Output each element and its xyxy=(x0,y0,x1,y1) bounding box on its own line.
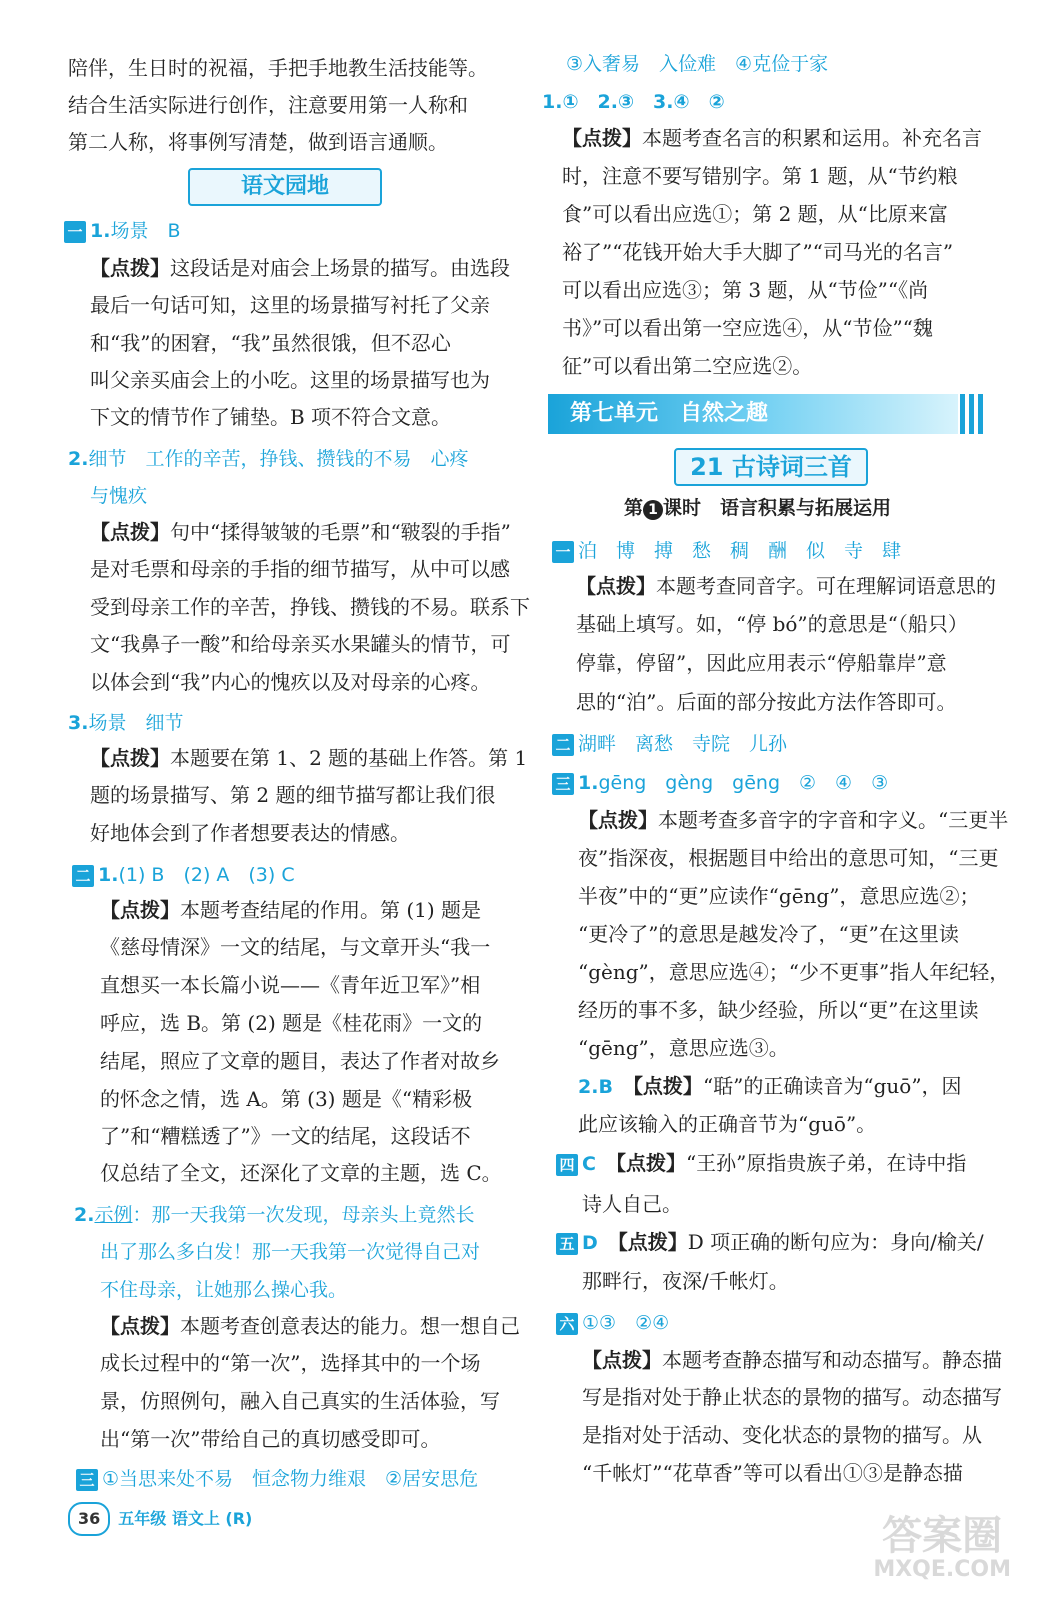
top-tip-line: 时，注意不要写错别字。第 1 题，从“节约粮 xyxy=(562,164,958,188)
q3-answer: 场景 细节 xyxy=(88,712,184,734)
r6-answer: ①③ ②④ xyxy=(582,1312,670,1334)
s2q2-answer-row: 2.示例：那一天我第一次发现，母亲头上竟然长 xyxy=(74,1204,475,1226)
q1-tip-line: 叫父亲买庙会上的小吃。这里的场景描写也为 xyxy=(90,368,490,392)
s2-answer: (1) B (2) A (3) C xyxy=(118,864,295,886)
q3-tip-line: 好地体会到了作者想要表达的情感。 xyxy=(90,821,410,845)
r3q2-answer: B xyxy=(598,1076,613,1098)
r1-tip-line: 【点拨】本题考查同音字。可在理解词语意思的 xyxy=(576,574,996,598)
q1-answer-row xyxy=(64,218,181,243)
q2-answer-cont: 与愧疚 xyxy=(90,485,148,507)
unit-banner: 第七单元 自然之趣 xyxy=(548,394,958,434)
s2-tip-line: 呼应，选 B。第 (2) 题是《桂花雨》一文的 xyxy=(100,1011,483,1035)
r4-tip-line: 诗人自己。 xyxy=(582,1192,682,1216)
r3q2-tip-line: 此应该输入的正确音节为“guō”。 xyxy=(578,1112,877,1136)
r3-tip-line: 经历的事不多，缺少经验，所以“更”在这里读 xyxy=(578,998,979,1022)
s3-answer-row: 三 ①当思来处不易 恒念物力维艰 ②居安思危 xyxy=(76,1466,478,1491)
q2-tip-line: 【点拨】句中“揉得皱皱的毛票”和“皲裂的手指” xyxy=(90,520,511,544)
s2q2-answer-cont: 不住母亲，让她那么操心我。 xyxy=(100,1279,348,1301)
q2-tip-line: 是对毛票和母亲的手指的细节描写，从中可以感 xyxy=(90,557,510,581)
top-tip-line: 裕了”“花钱开始大手大脚了”“司马光的名言” xyxy=(562,240,954,264)
r6-row: 六 ①③ ②④ xyxy=(556,1310,669,1335)
q1-tip-line: 【点拨】这段话是对庙会上场景的描写。由选段 xyxy=(90,256,510,280)
q3-tip-line: 题的场景描写、第 2 题的细节描写都让我们很 xyxy=(90,783,496,807)
r3q2-row: 2.B 【点拨】“聒”的正确读音为“guō”，因 xyxy=(578,1074,962,1098)
s2q2-answer-cont: 出了那么多白发！那一天我第一次觉得自己对 xyxy=(100,1241,481,1263)
top-tip-line: 征”可以看出第二空应选②。 xyxy=(562,354,813,378)
r4-row: 四 C 【点拨】“王孙”原指贵族子弟，在诗中指 xyxy=(556,1151,966,1176)
intro-line: 陪伴，生日时的祝福，手把手地教生活技能等。 xyxy=(68,56,488,80)
tip-tag: 【点拨】 xyxy=(90,256,170,280)
r6-tip-line: “千帐灯”“花草香”等可以看出①③是静态描 xyxy=(582,1461,963,1485)
r2-answer-row: 二 湖畔 离愁 寺院 儿孙 xyxy=(552,731,787,756)
lesson-subtitle: 第 1 课时 语言积累与拓展运用 xyxy=(624,497,892,519)
q1-label: 1. xyxy=(90,220,111,242)
page-number: 36 xyxy=(68,1502,110,1536)
r1-answer-row: 一 泊 博 搏 愁 稠 酬 似 寺 肆 xyxy=(552,538,901,563)
q3-tip-line: 【点拨】本题要在第 1、2 题的基础上作答。第 1 xyxy=(90,746,528,770)
r5-row: 五 D 【点拨】D 项正确的断句应为：身向/榆关/ xyxy=(556,1230,984,1255)
r1-tip-line: 停靠，停留”，因此应用表示“停船靠岸”意 xyxy=(576,651,947,675)
footer-book-title: 五年级 语文上 (R) xyxy=(118,1509,253,1528)
r1-answer: 泊 博 搏 愁 稠 酬 似 寺 肆 xyxy=(578,540,902,562)
r6-tip-line: 【点拨】本题考查静态描写和动态描写。静态描 xyxy=(582,1348,1002,1372)
q3-answer-row: 3.场景 细节 xyxy=(68,712,184,734)
s2-tip-line: 《慈母情深》一文的结尾，与文章开头“我一 xyxy=(100,935,491,959)
top-tip-line: 可以看出应选③；第 3 题，从“节俭”“《尚 xyxy=(562,278,929,302)
r3-tip-line: 【点拨】本题考查多音字的字音和字义。“三更半 xyxy=(578,808,1009,832)
r3-tip-line: 夜”指深夜，根据题目中给出的意思可知，“三更 xyxy=(578,846,999,870)
r3-tip-line: “gēng”，意思应选③。 xyxy=(578,1036,789,1060)
r3-answer-row: 三 1.gēng gèng gēng ② ④ ③ xyxy=(552,770,888,795)
r6-tip-line: 写是指对处于静止状态的景物的描写。动态描写 xyxy=(582,1385,1002,1409)
r3-answer: gēng gèng gēng ② ④ ③ xyxy=(598,772,889,794)
q2-answer: 细节 工作的辛苦，挣钱、攒钱的不易 心疼 xyxy=(88,448,469,470)
s2q2-tip-line: 【点拨】本题考查创意表达的能力。想一想自己 xyxy=(100,1314,520,1338)
lesson-title: 21 古诗词三首 xyxy=(674,448,868,486)
s3-answer: ①当思来处不易 恒念物力维艰 ②居安思危 xyxy=(102,1468,479,1490)
r2-answer: 湖畔 离愁 寺院 儿孙 xyxy=(578,733,788,755)
example-label: 示例 xyxy=(94,1204,133,1226)
r6-tip-line: 是指对处于活动、变化状态的景物的描写。从 xyxy=(582,1423,982,1447)
s2-tip-line: 结尾，照应了文章的题目，表达了作者对故乡 xyxy=(100,1049,500,1073)
q2-answer-row: 2.细节 工作的辛苦，挣钱、攒钱的不易 心疼 xyxy=(68,448,469,470)
s2q2-tip-line: 成长过程中的“第一次”，选择其中的一个场 xyxy=(100,1351,481,1375)
r5-answer: D xyxy=(582,1232,598,1254)
r3-tip-line: “gèng”，意思应选④；“少不更事”指人年纪轻， xyxy=(578,960,1010,984)
q1-tip-line: 和“我”的困窘，“我”虽然很饿，但不忍心 xyxy=(90,331,451,355)
s2q2-tip-line: 景，仿照例句，融入自己真实的生活体验，写 xyxy=(100,1389,500,1413)
section-title-yuwen-yuandi: 语文园地 xyxy=(188,168,382,206)
unit-banner-stripes xyxy=(956,394,983,434)
page-footer xyxy=(68,1502,252,1532)
intro-line: 第二人称，将事例写清楚，做到语言通顺。 xyxy=(68,130,448,154)
section-number-badge: 一 xyxy=(64,221,86,243)
q1-tip-line: 下文的情节作了铺垫。B 项不符合文意。 xyxy=(90,405,452,429)
watermark-logo: 答案圈 MXQE.COM xyxy=(873,1513,1011,1582)
s2-tip-line: 了”和“糟糕透了”》一文的结尾，这段话不 xyxy=(100,1124,471,1148)
q1-answer: 场景 B xyxy=(110,220,181,242)
intro-line: 结合生活实际进行创作，注意要用第一人称和 xyxy=(68,93,468,117)
r5-tip-line: 那畔行，夜深/千帐灯。 xyxy=(582,1269,789,1293)
r3-tip-line: “更冷了”的意思是越发冷了，“更”在这里读 xyxy=(578,922,959,946)
q2-tip-line: 以体会到“我”内心的愧疚以及对母亲的心疼。 xyxy=(90,670,491,694)
s2q2-tip-line: 出“第一次”带给自己的真切感受即可。 xyxy=(100,1427,441,1451)
top-tip-line: 【点拨】本题考查名言的积累和运用。补充名言 xyxy=(562,126,982,150)
q1-tip-line: 最后一句话可知，这里的场景描写衬托了父亲 xyxy=(90,293,490,317)
s2-tip-line: 直想买一本长篇小说——《青年近卫军》”相 xyxy=(100,973,481,997)
top-tip-line: 食”可以看出应选①；第 2 题，从“比原来富 xyxy=(562,202,948,226)
s2-tip-line: 的怀念之情，选 A。第 (3) 题是《“精彩极 xyxy=(100,1087,473,1111)
top-answer-2: 1.① 2.③ 3.④ ② xyxy=(542,91,725,113)
s2-tip-line: 【点拨】本题考查结尾的作用。第 (1) 题是 xyxy=(100,898,482,922)
r1-tip-line: 思的“泊”。后面的部分按此方法作答即可。 xyxy=(576,690,957,714)
q2-tip-line: 受到母亲工作的辛苦，挣钱、攒钱的不易。联系下 xyxy=(90,595,530,619)
r4-answer: C xyxy=(582,1153,596,1175)
top-tip-line: 书》”可以看出第一空应选④，从“节俭”“魏 xyxy=(562,316,933,340)
s2-answer-row: 二 1.(1) B (2) A (3) C xyxy=(72,862,295,887)
q2-tip-line: 文“我鼻子一酸”和给母亲买水果罐头的情节，可 xyxy=(90,632,511,656)
lesson-number-badge: 1 xyxy=(643,500,663,520)
r3-tip-line: 半夜”中的“更”应读作“gēng”，意思应选②； xyxy=(578,884,980,908)
s2-tip-line: 仅总结了全文，还深化了文章的主题，选 C。 xyxy=(100,1161,502,1185)
r1-tip-line: 基础上填写。如，“停 bó”的意思是“（船只） xyxy=(576,612,968,636)
top-answer: ③入奢易 入俭难 ④克俭于家 xyxy=(566,53,829,75)
